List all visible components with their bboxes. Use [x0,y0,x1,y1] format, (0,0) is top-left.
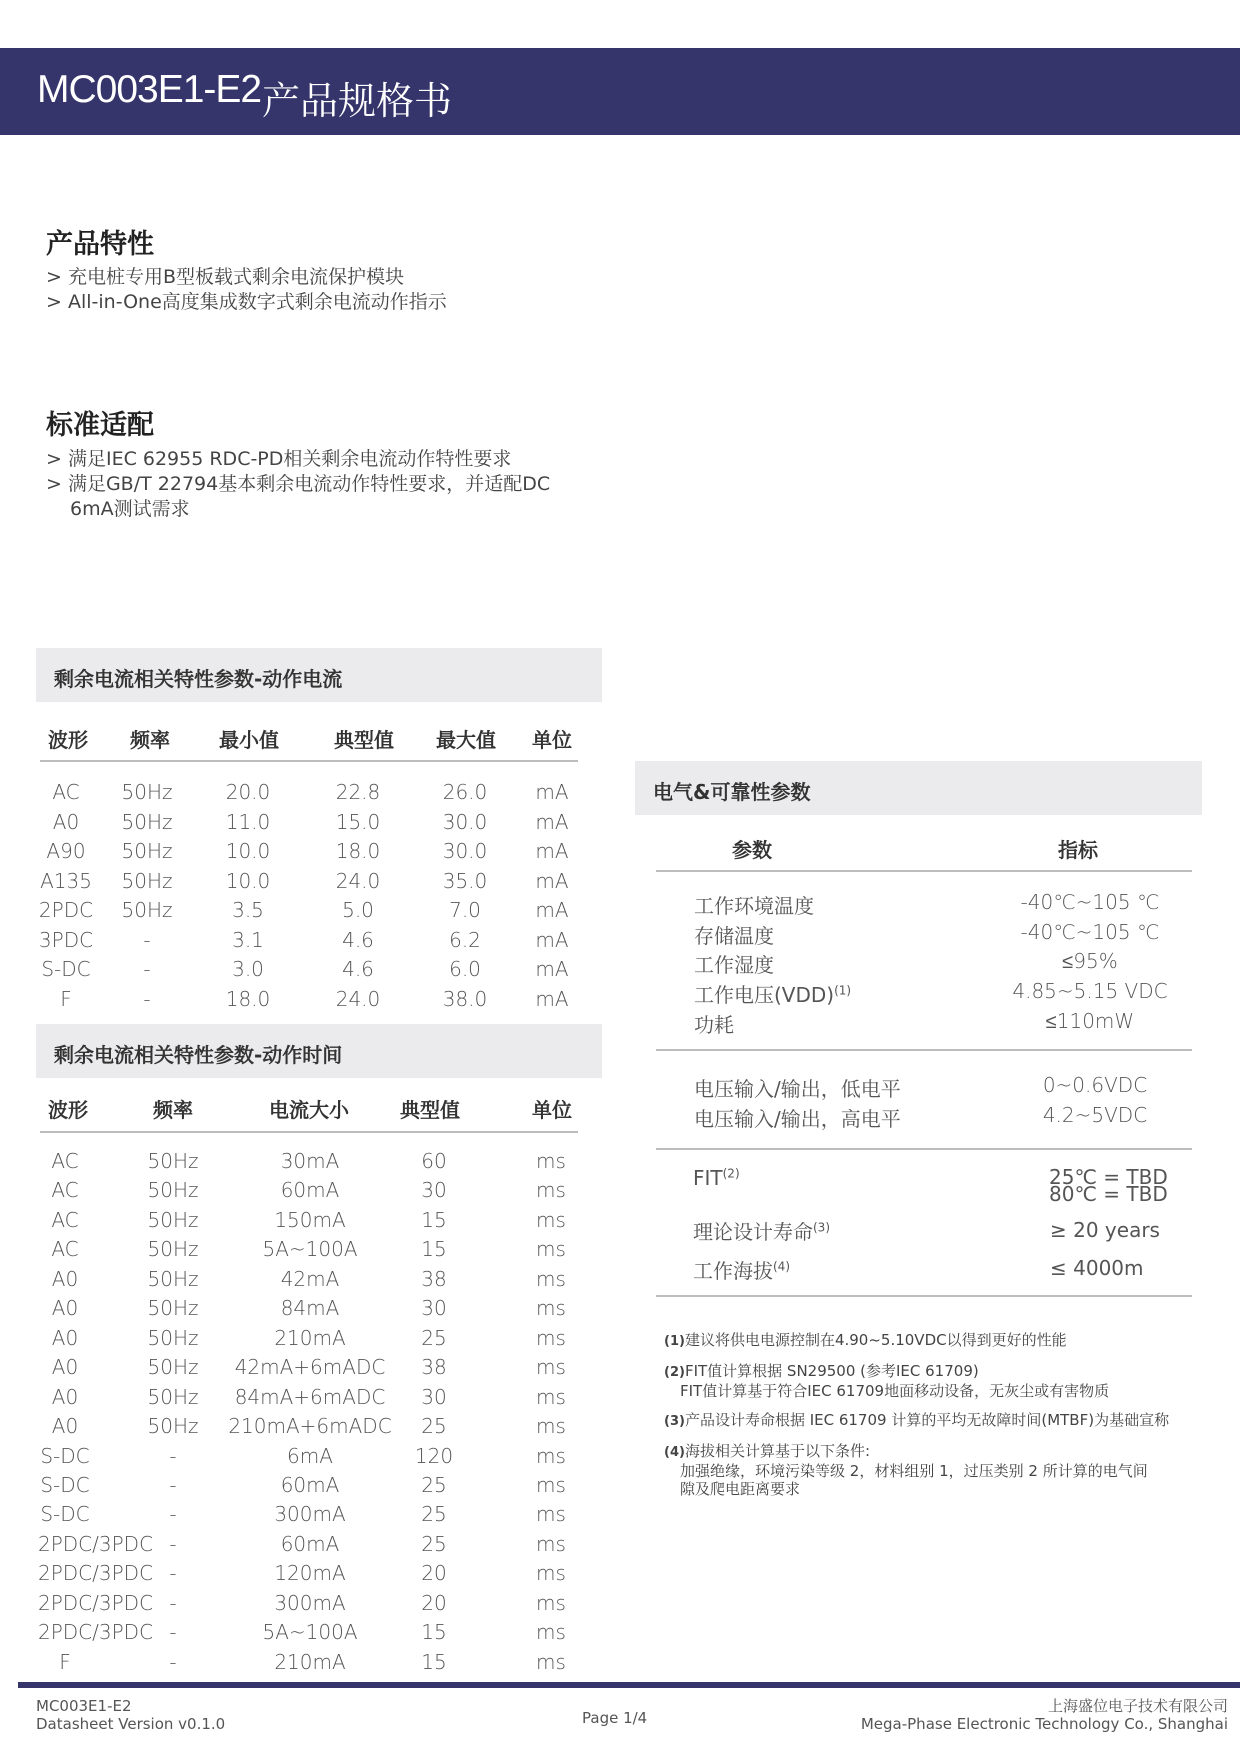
footnote-ref: (2) [722,1166,740,1181]
param-label [694,1009,734,1038]
cell-max: 30.0 [442,839,488,863]
cell-current: 84mA [280,1296,340,1321]
cell-current: 150mA [274,1207,346,1232]
cell-frequency: 50Hz [121,809,173,834]
cell-current: 120mA [274,1561,346,1586]
footnote-ref: (4) [773,1259,790,1274]
cell-frequency: 50Hz [147,1178,199,1203]
cell-frequency: - [143,927,151,952]
footnote-ref: (3) [813,1220,830,1235]
cell-waveform: S-DC [41,957,91,981]
cell-waveform: A90 [46,839,86,863]
table3-row-fit [693,1166,740,1190]
cell-waveform: AC [51,1207,79,1232]
cell-waveform: 2PDC/3PDC [38,1531,154,1556]
param-value: -40℃~105 ℃ [1020,890,1160,914]
footer-right [861,1697,1228,1733]
cell-waveform: A0 [52,809,80,834]
cell-waveform: A0 [51,1296,79,1321]
cell-frequency: - [169,1531,177,1556]
cell-frequency: 50Hz [147,1296,199,1321]
cell-waveform: 2PDC/3PDC [38,1561,154,1586]
cell-waveform: AC [51,1237,79,1262]
cell-unit: ms [536,1649,566,1674]
cell-current: 300mA [274,1502,346,1527]
cell-frequency: 50Hz [147,1325,199,1350]
cell-typ: 60 [421,1149,447,1173]
fit-label: FIT [693,1166,723,1190]
footer-left [36,1697,225,1733]
table1-col-typ: 典型值 [334,728,394,752]
table1-col-unit: 单位 [532,728,572,752]
cell-unit: mA [535,839,569,863]
cell-frequency: - [169,1472,177,1497]
param-label-text: 功耗 [694,1012,734,1037]
footnotes [664,1331,1224,1509]
param-value: 0~0.6VDC [1042,1073,1148,1097]
cell-frequency: - [169,1590,177,1615]
cell-waveform: F [59,1649,71,1674]
table1-col-max: 最大值 [436,728,496,752]
cell-current: 210mA [274,1325,346,1350]
cell-typ: 30 [421,1384,447,1409]
table2-title: 剩余电流相关特性参数-动作时间 [54,1043,343,1067]
cell-frequency: - [143,957,151,981]
cell-typ: 120 [414,1443,454,1468]
features-list [46,265,447,315]
cell-frequency: - [169,1443,177,1468]
cell-unit: mA [535,809,569,834]
cell-current: 60mA [280,1178,340,1203]
cell-current: 300mA [274,1590,346,1615]
standards-title: 标准适配 [46,410,154,441]
cell-waveform: S-DC [40,1443,90,1468]
cell-frequency: 50Hz [147,1414,199,1439]
altitude-value: ≤ 4000m [1050,1256,1144,1280]
footnote-4: (4)海拔相关计算基于以下条件: 加强绝缘，环境污染等级 2，材料组别 1，过压类别 2 所计算的电气间 隙及爬电距离要求 [664,1442,1148,1498]
param-value: ≤110mW [1045,1008,1135,1033]
param-label: 电压输入/输出，高电平 [694,1106,901,1131]
cell-waveform: A0 [51,1355,79,1380]
cell-min: 10.0 [225,868,271,893]
cell-frequency: 50Hz [121,898,173,922]
footer-product-code: MC003E1-E2 [36,1697,132,1715]
cell-current: 5A~100A [262,1237,358,1262]
cell-typ: 30 [421,1296,447,1321]
fit-values [1049,1165,1168,1206]
footnote-3: (3)产品设计寿命根据 IEC 61709 计算的平均无故障时间(MTBF)为基础宣称 [664,1411,1170,1429]
table3-row-altitude [693,1255,790,1284]
cell-waveform: 2PDC/3PDC [38,1620,154,1645]
cell-frequency: 50Hz [147,1149,199,1173]
standards-item: > 满足GB/T 22794基本剩余电流动作特性要求，并适配DC [46,473,551,495]
cell-typ: 15 [421,1649,447,1674]
cell-min: 18.0 [225,986,271,1011]
cell-unit: ms [536,1561,566,1586]
param-value: 4.85~5.15 VDC [1012,979,1168,1004]
cell-unit: ms [536,1384,566,1409]
cell-current: 210mA+6mADC [228,1414,392,1439]
cell-unit: ms [536,1414,566,1439]
standards-item: > 满足IEC 62955 RDC-PD相关剩余电流动作特性要求 [46,448,512,470]
cell-frequency: - [143,986,151,1011]
param-label [694,920,774,949]
lifetime-label: 理论设计寿命 [693,1220,813,1244]
fit-value-80c: 80℃ = TBD [1049,1182,1168,1206]
lifetime-value: ≥ 20 years [1050,1218,1160,1242]
table3-rule [656,1049,1192,1051]
cell-min: 20.0 [225,780,271,804]
cell-typ: 25 [421,1325,447,1350]
cell-typ: 15 [421,1237,447,1262]
cell-typ: 38 [421,1266,447,1291]
cell-waveform: 2PDC [38,898,94,922]
param-value: 4.2~5VDC [1042,1102,1148,1127]
cell-current: 60mA [280,1472,340,1497]
table1-col-waveform: 波形 [48,728,88,752]
param-label: 电压输入/输出，低电平 [694,1077,901,1101]
features-item: > All-in-One高度集成数字式剩余电流动作指示 [46,291,447,313]
cell-unit: mA [535,957,569,981]
cell-current: 30mA [280,1149,340,1173]
cell-current: 42mA+6mADC [234,1355,386,1380]
cell-typ: 15 [421,1620,447,1645]
cell-min: 3.1 [232,927,264,952]
table3-title: 电气&可靠性参数 [653,780,811,804]
table1-col-min: 最小值 [219,728,279,752]
cell-max: 6.0 [449,957,481,981]
footer-company-en: Mega-Phase Electronic Technology Co., Shanghai [860,1715,1228,1733]
cell-waveform: A0 [51,1266,79,1291]
cell-unit: mA [535,986,569,1011]
cell-typ: 20 [421,1561,447,1586]
cell-typ: 15.0 [335,809,381,834]
page-header [0,48,1240,135]
param-label-text: 工作湿度 [694,953,774,978]
fit-value-25c: 25℃ = TBD [1049,1165,1168,1189]
cell-frequency: - [169,1620,177,1645]
footer-divider [18,1682,1240,1688]
cell-frequency: 50Hz [121,780,173,804]
cell-unit: mA [535,927,569,952]
footnote-2: (2)FIT值计算根据 SN29500 (参考IEC 61709) FIT值计算基于符合IEC 61709地面移动设备，无灰尘或有害物质 [664,1362,1110,1400]
cell-typ: 38 [421,1355,447,1380]
cell-unit: ms [536,1237,566,1262]
cell-waveform: A0 [51,1414,79,1439]
cell-typ: 5.0 [342,898,374,922]
cell-unit: ms [536,1443,566,1468]
table1-title: 剩余电流相关特性参数-动作电流 [54,667,343,691]
footer-company-zh: 上海盛位电子技术有限公司 [1047,1697,1228,1715]
cell-typ: 18.0 [335,839,381,863]
cell-typ: 25 [421,1502,447,1527]
cell-min: 10.0 [225,839,271,863]
cell-waveform: F [60,986,72,1011]
cell-waveform: A0 [51,1325,79,1350]
table2-col-waveform: 波形 [48,1098,88,1122]
cell-waveform: AC [52,780,80,804]
cell-min: 11.0 [225,809,271,834]
table1-col-frequency: 频率 [130,728,170,752]
cell-frequency: 50Hz [147,1355,199,1380]
param-label-text: 存储温度 [694,923,774,948]
param-label [694,949,774,978]
param-label-text: 工作环境温度 [694,894,814,918]
cell-unit: mA [535,868,569,893]
table2-title-bar [36,1024,602,1078]
cell-current: 84mA+6mADC [234,1384,386,1409]
cell-waveform: A0 [51,1384,79,1409]
cell-max: 38.0 [442,986,488,1011]
cell-unit: ms [536,1296,566,1321]
cell-waveform: 2PDC/3PDC [38,1590,154,1615]
cell-unit: ms [536,1178,566,1203]
cell-typ: 25 [421,1414,447,1439]
table2-col-unit: 单位 [532,1098,572,1122]
cell-frequency: 50Hz [147,1207,199,1232]
table3-bottom-rule [656,1295,1192,1297]
cell-frequency: 50Hz [147,1266,199,1291]
standards-item: 6mA测试需求 [70,498,190,520]
features-item: > 充电桩专用B型板载式剩余电流保护模块 [46,266,404,288]
cell-unit: ms [536,1502,566,1527]
cell-frequency: 50Hz [147,1384,199,1409]
cell-typ: 4.6 [342,927,374,952]
cell-waveform: S-DC [40,1472,90,1497]
table3-title-bar [635,761,1202,815]
table2-header-rule [40,1131,578,1133]
table1-header-rule [40,760,578,762]
cell-typ: 15 [421,1207,447,1232]
cell-waveform: S-DC [40,1502,90,1527]
cell-unit: ms [536,1325,566,1350]
cell-typ: 25 [421,1531,447,1556]
cell-current: 60mA [280,1531,340,1556]
cell-unit: ms [536,1590,566,1615]
cell-typ: 20 [421,1590,447,1615]
cell-unit: ms [536,1207,566,1232]
param-label [694,979,851,1008]
cell-max: 6.2 [449,927,481,952]
cell-current: 42mA [280,1266,340,1291]
cell-unit: ms [536,1266,566,1291]
cell-frequency: - [169,1502,177,1527]
cell-waveform: A135 [40,868,92,893]
param-value: ≤95% [1062,949,1118,974]
footnote-ref: (1) [834,983,852,998]
table3-header-rule [656,870,1192,872]
cell-unit: ms [536,1620,566,1645]
cell-unit: mA [535,898,569,922]
cell-current: 210mA [274,1649,346,1674]
features-title: 产品特性 [46,229,154,260]
cell-typ: 30 [421,1178,447,1203]
cell-current: 5A~100A [262,1620,358,1645]
cell-typ: 25 [421,1472,447,1497]
cell-current: 6mA [287,1443,333,1468]
cell-frequency: - [169,1649,177,1674]
table2-col-typ: 典型值 [400,1098,460,1122]
param-label-text: 工作电压(VDD) [694,983,835,1008]
cell-max: 30.0 [442,809,488,834]
table3-rule [656,1148,1192,1150]
param-label [694,890,814,919]
cell-waveform: AC [51,1149,79,1173]
cell-unit: ms [536,1531,566,1556]
cell-frequency: 50Hz [121,868,173,893]
cell-frequency: 50Hz [147,1237,199,1262]
footer-page-number: Page 1/4 [582,1709,648,1727]
cell-frequency: - [169,1561,177,1586]
product-code: MC003E1-E2 [37,68,262,111]
cell-unit: ms [536,1472,566,1497]
cell-typ: 22.8 [335,780,381,804]
cell-min: 3.5 [232,898,264,922]
cell-unit: ms [536,1355,566,1380]
cell-waveform: 3PDC [38,927,94,952]
table2-col-current: 电流大小 [269,1098,349,1122]
footnote-1: (1)建议将供电电源控制在4.90~5.10VDC以得到更好的性能 [664,1331,1067,1349]
cell-unit: ms [536,1149,566,1173]
cell-typ: 4.6 [342,957,374,981]
table3-row-lifetime [693,1216,830,1245]
altitude-label: 工作海拔 [693,1259,773,1283]
cell-max: 7.0 [449,898,481,922]
cell-max: 26.0 [442,780,488,804]
table3-col-parameter: 参数 [732,838,772,862]
table1-title-bar [36,648,602,702]
cell-min: 3.0 [232,957,264,981]
cell-typ: 24.0 [335,868,381,893]
page-title: 产品规格书 [262,79,453,123]
cell-waveform: AC [51,1178,79,1203]
cell-max: 35.0 [442,868,488,893]
footer-version: Datasheet Version v0.1.0 [36,1715,226,1733]
table2-col-frequency: 频率 [153,1098,193,1122]
param-value: -40℃~105 ℃ [1020,919,1160,944]
standards-list [46,447,550,522]
cell-typ: 24.0 [335,986,381,1011]
cell-unit: mA [535,780,569,804]
cell-frequency: 50Hz [121,839,173,863]
table3-col-value: 指标 [1058,838,1098,862]
